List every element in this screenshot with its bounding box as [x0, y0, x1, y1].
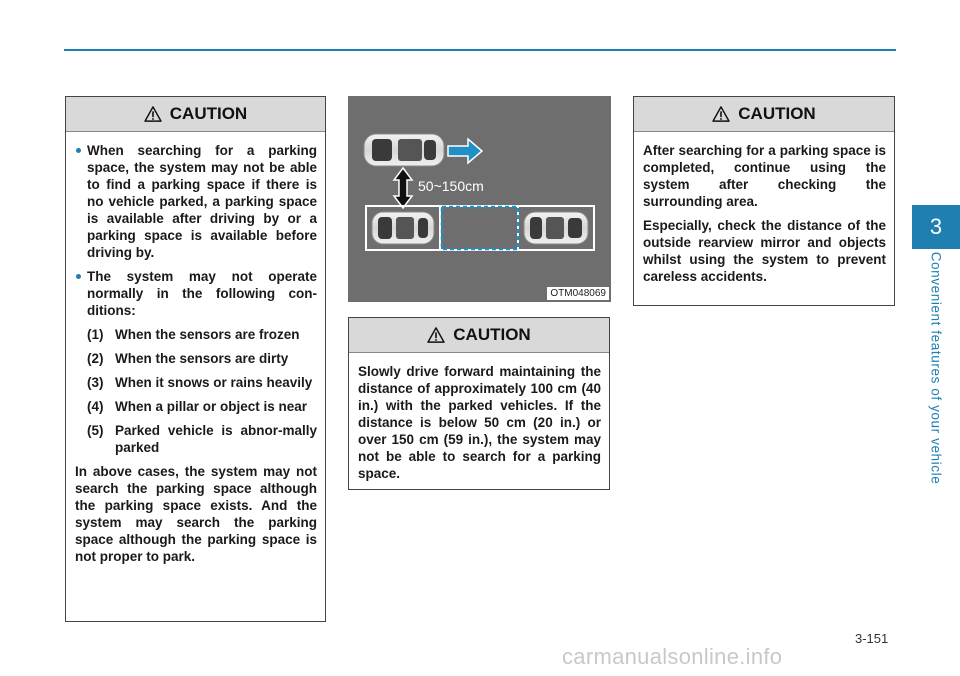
condition-number: (4)	[87, 399, 104, 414]
available-space-marker	[442, 207, 518, 249]
caution-body	[349, 353, 609, 482]
condition-number: (5)	[87, 423, 104, 438]
condition-text: When the sensors are dirty	[115, 351, 289, 366]
condition-item	[87, 350, 317, 367]
parking-illustration	[348, 96, 611, 302]
chapter-number: 3	[929, 214, 943, 239]
top-rule	[64, 49, 896, 51]
watermark: carmanualsonline.info	[562, 644, 783, 669]
condition-text: When the sensors are frozen	[115, 327, 300, 342]
caution-box-left	[65, 96, 326, 622]
chapter-tab	[912, 205, 960, 249]
condition-item	[87, 326, 317, 343]
caution-box-middle	[348, 317, 610, 490]
chapter-title: Convenient features of your vehicle	[928, 251, 944, 485]
condition-item	[87, 374, 317, 391]
caution-header	[66, 97, 325, 132]
moving-car-icon	[364, 134, 444, 166]
bullet-item: The system may not operate normally in the following con-ditions:	[75, 268, 317, 319]
condition-text: Parked vehicle is abnor-mally parked	[115, 423, 317, 455]
bullet-item: When searching for a parking space, the system may not be able to find a parking space if there is no vehicle parked, a parking space is available after driving by or a parking space is available before driving by.	[75, 142, 317, 261]
caution-header	[634, 97, 894, 132]
caution-paragraph: Especially, check the distance of the outside rearview mirror and objects whilst using the system to prevent careless accidents.	[643, 218, 886, 284]
condition-number: (3)	[87, 375, 104, 390]
parked-car-icon	[524, 212, 588, 244]
condition-item	[87, 422, 317, 456]
warning-triangle-icon	[712, 106, 730, 122]
figure-code: OTM048069	[547, 287, 609, 300]
parking-diagram	[348, 96, 611, 302]
caution-heading: CAUTION	[453, 325, 531, 344]
caution-body	[634, 132, 894, 285]
parked-car-icon	[372, 212, 434, 244]
condition-text: When it snows or rains heavily	[115, 375, 313, 390]
caution-header	[349, 318, 609, 353]
caution-heading: CAUTION	[738, 104, 816, 123]
warning-triangle-icon	[144, 106, 162, 122]
direction-arrow-icon	[448, 139, 482, 163]
caution-paragraph: After searching for a parking space is completed, continue using the system after checking the surrounding area.	[643, 143, 886, 209]
caution-box-right	[633, 96, 895, 306]
distance-arrow-icon	[394, 168, 412, 208]
condition-number: (1)	[87, 327, 104, 342]
closing-paragraph: In above cases, the system may not search the parking space although the parking space exists. And the system may search the parking space although the parking space is not proper to park.	[75, 464, 317, 564]
condition-text: When a pillar or object is near	[115, 399, 308, 414]
distance-label: 50~150cm	[418, 178, 484, 194]
condition-number: (2)	[87, 351, 104, 366]
caution-text: Slowly drive forward maintaining the distance of approximately 100 cm (40 in.) with the parked vehicles. If the distance is below 50 cm (20 in.) or over 150 cm (59 in.), the system may not be able to search for a parking space.	[358, 364, 601, 481]
warning-triangle-icon	[427, 327, 445, 343]
caution-body	[66, 132, 325, 565]
page-number: 3-151	[855, 631, 889, 646]
caution-heading: CAUTION	[169, 104, 248, 123]
condition-item	[87, 398, 317, 415]
